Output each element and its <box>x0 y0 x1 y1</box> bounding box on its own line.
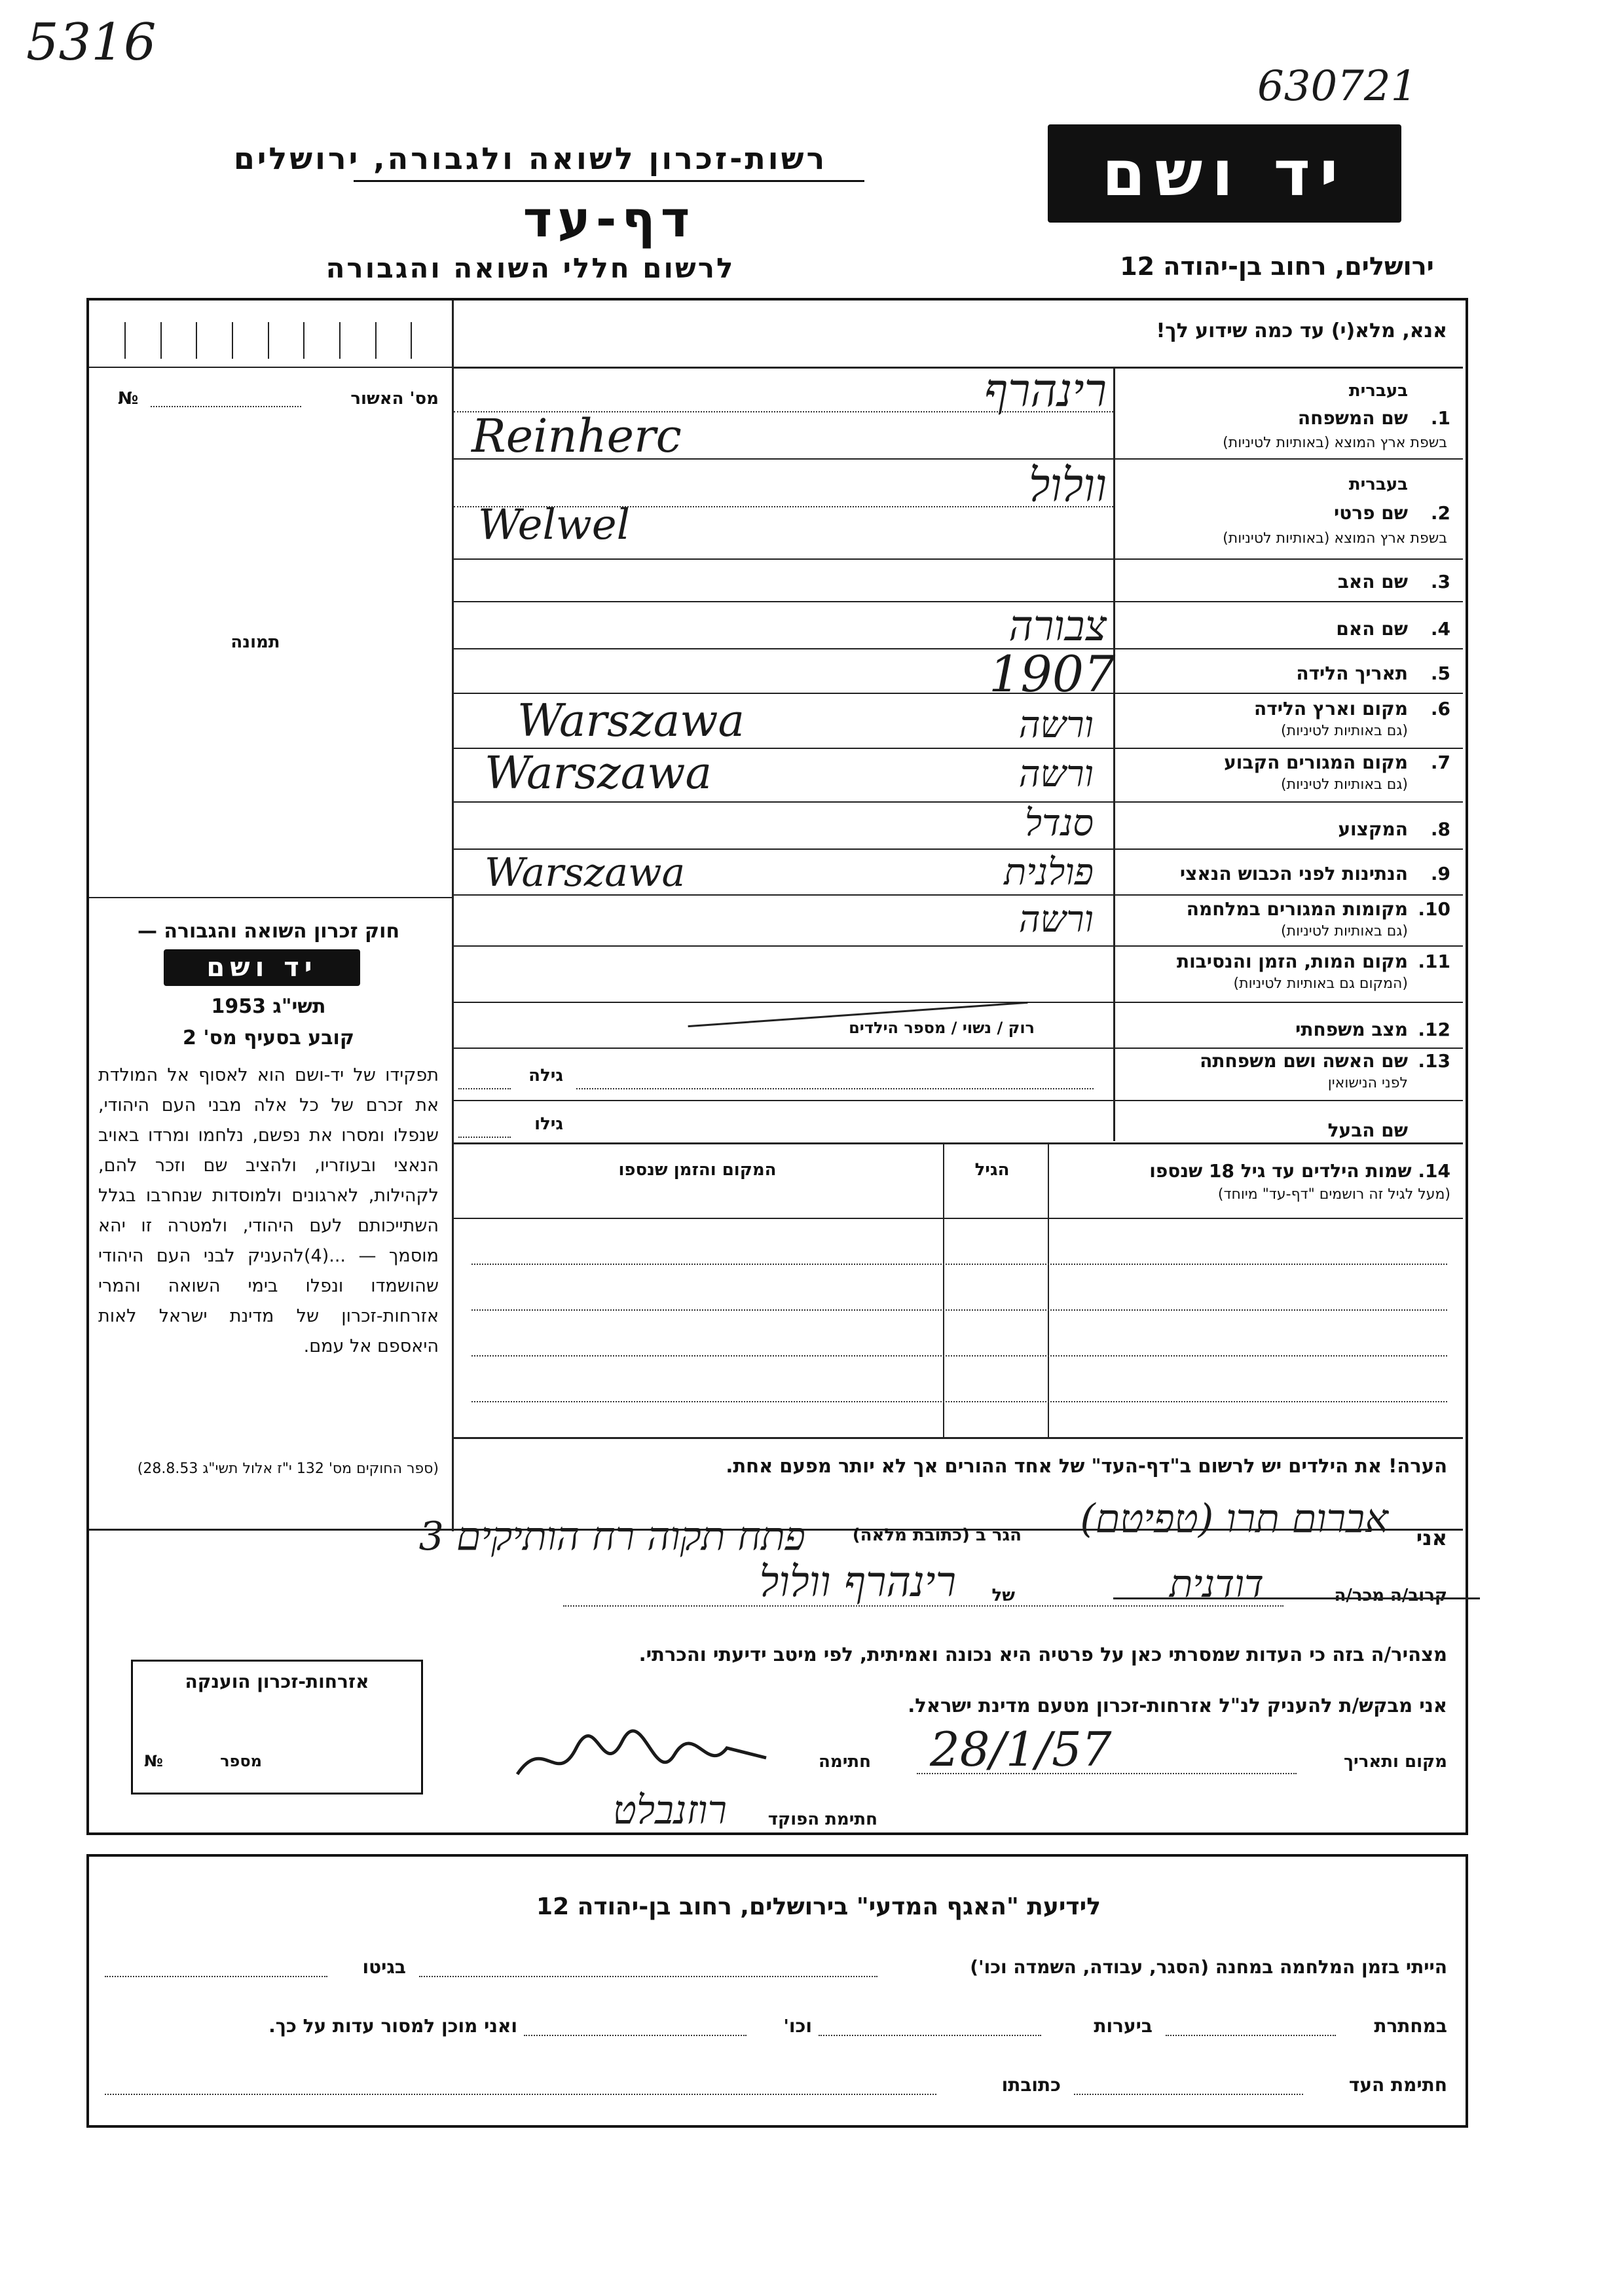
field-4-label: שם האם <box>1336 618 1408 640</box>
field-9-label: הנתינות לפני הכבוש הנאצי <box>1179 863 1408 884</box>
law-logo: יד ושם <box>164 949 360 986</box>
children-note: (מעל לגיל זה רושמים "דף-עד" מיוחד) <box>1217 1186 1450 1203</box>
field-6-label: מקום וארץ הלידה <box>1254 698 1408 720</box>
footer-witness-signature-label: חתימת העד <box>1348 2074 1447 2096</box>
field-3-number: 3. <box>1430 571 1450 592</box>
victim-name[interactable]: רינהרף וולול <box>759 1558 956 1607</box>
field-6-note: (גם באותיות לטיניות) <box>1281 723 1408 739</box>
field-13-note: לפני הנישואין <box>1327 1075 1408 1091</box>
field-6-latin-value[interactable]: Warszawa <box>517 695 745 747</box>
authority-underline <box>354 180 864 182</box>
citizenship-number-label: מספר <box>220 1752 262 1770</box>
remark: הערה! את הילדים יש לרשום ב"דף-העד" של אחד ההורים אך לא יותר מפעם אחת. <box>726 1455 1447 1477</box>
approval-label: מס' האשור <box>350 389 439 409</box>
field-8-value[interactable]: סנדל <box>1024 802 1094 845</box>
field-13-number: 13. <box>1418 1050 1450 1072</box>
footer-willing-label: ואני מוכן למסור עדות על כך. <box>268 2015 517 2037</box>
field-1-hebrew-tag: בעברית <box>1348 381 1408 401</box>
law-title: חוק זכרון השואה והגבורה — <box>137 920 400 943</box>
law-year: תשי"ג 1953 <box>211 995 326 1018</box>
footer-address-label: כתובתו <box>1001 2074 1061 2096</box>
instructions: אנא, מלא(י) עד כמה שידוע לך! <box>1156 319 1447 342</box>
archive-reference-number: 5316 <box>26 13 157 72</box>
left-panel-divider <box>452 301 454 1531</box>
declaration-date[interactable]: 28/1/57 <box>930 1722 1112 1777</box>
signature-label: חתימה <box>819 1752 871 1772</box>
declarant-name[interactable]: אברום תרו (טפיטם) <box>1080 1496 1388 1542</box>
field-4-value[interactable]: צבורה <box>1008 602 1107 651</box>
field-7-label: מקום המגורים הקבוע <box>1224 752 1408 773</box>
field-2-foreign-label: בשפת ארץ המוצא (באותיות לטיניות) <box>1223 530 1447 547</box>
footer-etc-label: וכו' <box>783 2015 812 2037</box>
field-2-latin-value[interactable]: Welwel <box>478 501 631 549</box>
field-7-latin-value[interactable]: Warszawa <box>485 748 712 799</box>
children-label: 14. שמות הילדים עד גיל 18 שנספו <box>1149 1160 1450 1182</box>
children-row[interactable] <box>471 1401 1447 1402</box>
field-8-label: המקצוע <box>1338 818 1408 840</box>
footer-title: לידיעת "האגף המדעי" בירושלים, רחוב בן-יהודה 12 <box>536 1893 1101 1920</box>
photo-label: תמונה <box>231 632 280 652</box>
field-10-label: מקומות המגורים במלחמה <box>1186 898 1408 920</box>
approval-number-boxes <box>124 322 447 359</box>
field-2-number: 2. <box>1430 502 1450 524</box>
relation-label: קרוב/ה מכר/ה <box>1334 1586 1447 1605</box>
declarant-signature <box>504 1722 786 1794</box>
field-9-hebrew-value[interactable]: פולנית <box>1004 851 1094 894</box>
place-date-label: מקום ותאריך <box>1344 1752 1447 1772</box>
declarant-address[interactable]: פתח תקוה רח הותיקים 3 <box>418 1514 805 1559</box>
children-row[interactable] <box>471 1355 1447 1357</box>
children-row[interactable] <box>471 1264 1447 1265</box>
field-11-number: 11. <box>1418 951 1450 972</box>
address: ירושלים, רחוב בן-יהודה 12 <box>1120 252 1434 281</box>
field-8-number: 8. <box>1430 818 1450 840</box>
declaration-address-label: הגר ב (כתובת מלאה) <box>852 1525 1022 1545</box>
field-husband-label: שם הבעל <box>1327 1120 1408 1141</box>
children-row[interactable] <box>471 1309 1447 1311</box>
children-col-age: הגיל <box>974 1160 1010 1180</box>
citizenship-box-title: אזרחות-זכרון הוענקה <box>185 1671 369 1692</box>
yad-vashem-logo: יד ושם <box>1048 124 1401 223</box>
field-1-label: שם המשפחה <box>1297 407 1408 429</box>
citizenship-request: אני מבקש/ת להעניק לנ"ל אזרחות-זכרון מטעם מדינת ישראל. <box>908 1694 1447 1717</box>
field-4-number: 4. <box>1430 618 1450 640</box>
field-13-label: שם האשה ושם משפחתה <box>1200 1050 1408 1072</box>
field-7-hebrew-value[interactable]: ורשה <box>1018 753 1094 795</box>
field-11-note: (המקום גם באותיות לטיניות) <box>1233 975 1408 992</box>
field-7-note: (גם באותיות לטיניות) <box>1281 776 1408 793</box>
law-clause: קובע בסעיף מס' 2 <box>183 1027 354 1049</box>
declaration-prefix: אני <box>1416 1525 1447 1550</box>
form-subtitle: לרשום חללי השואה והגבורה <box>325 252 735 284</box>
law-reference: (ספר החוקים מס' 132 י"ז אלול תשי"ג 28.8.53) <box>137 1461 439 1477</box>
footer-ghetto-label: בגיטו <box>362 1956 406 1978</box>
field-1-hebrew-value[interactable]: רינהרף <box>984 363 1107 417</box>
field-5-number: 5. <box>1430 663 1450 684</box>
field-1-latin-value[interactable]: Reinherc <box>471 409 682 463</box>
field-11-label: מקום המות, הזמן והנסיבות <box>1176 951 1408 972</box>
field-9-latin-value[interactable]: Warszawa <box>485 850 686 896</box>
field-3-label: שם האב <box>1337 571 1408 592</box>
field-12-label: מצב משפחתי <box>1295 1019 1408 1040</box>
citizenship-number-sign: № <box>144 1752 163 1770</box>
official-signature-label: חתימת הפוקד <box>767 1810 877 1829</box>
field-10-number: 10. <box>1418 898 1450 920</box>
labels-divider <box>1113 369 1115 1141</box>
field-10-note: (גם באותיות לטיניות) <box>1281 923 1408 939</box>
field-husband-age-label: גילו <box>534 1114 563 1134</box>
official-name[interactable]: רוזנבלט <box>612 1787 727 1833</box>
field-6-hebrew-value[interactable]: ורשה <box>1018 704 1094 746</box>
field-10-hebrew-value[interactable]: ורשה <box>1018 898 1094 941</box>
footer-line1: הייתי בזמן המלחמה במחנה (הסגר, עבודה, השמדה וכו') <box>970 1956 1447 1978</box>
field-1-number: 1. <box>1430 407 1450 429</box>
footer-underground-label: במחתרת <box>1374 2015 1447 2037</box>
field-12-number: 12. <box>1418 1019 1450 1040</box>
field-2-hebrew-value[interactable]: וולול <box>1028 458 1107 512</box>
citizenship-box <box>131 1660 423 1795</box>
children-col-place: המקום והזמן שנספו <box>618 1160 777 1180</box>
field-5-value[interactable]: 1907 <box>989 645 1116 703</box>
field-12-value[interactable]: רוק / נשוי / מספר הילדים <box>849 1019 1035 1037</box>
field-13-age-label: גילה <box>528 1066 563 1085</box>
item-reference-number: 630721 <box>1257 62 1418 111</box>
field-7-number: 7. <box>1430 752 1450 773</box>
field-6-number: 6. <box>1430 698 1450 720</box>
approval-no-sign: № <box>118 389 139 409</box>
law-text: תפקידו של יד-ושם הוא לאסוף אל המולדת את זכרם של כל אלה מבני העם היהודי, שנפלו ומסרו את נפשם, נלחמו ומרדו באויב הנאצי ובעוזריו, ולהציב שם וזכר להם, לקהילות, לארגונים ולמוסדות שנחרבו בגלל השתייכותם לעם היהודי, ולמטרה זו יהא מוסמך — ...(4)להעניק לבני העם היהודי שהושמדו ונפלו בימי השואה והמרי אזרחות-זכרון של מדינת ישראל לאות היאספם אל עמם. <box>98 1065 439 1357</box>
field-2-hebrew-tag: בעברית <box>1348 475 1408 494</box>
approval-field[interactable] <box>151 406 301 407</box>
relation-of-label: של <box>991 1586 1015 1605</box>
field-2-label: שם פרטי <box>1333 502 1408 524</box>
declaration-statement: מצהיר/ה בזה כי העדות שמסרתי כאן על פרטיה היא נכונה ואמיתית, לפי מיטב ידיעתי והכרתי. <box>638 1643 1447 1666</box>
authority-name: רשות-זכרון לשואה ולגבורה, ירושלים <box>233 141 828 176</box>
field-1-foreign-label: בשפת ארץ המוצא (באותיות לטיניות) <box>1223 435 1447 451</box>
form-title: דף-עד <box>523 190 695 248</box>
footer-forests-label: ביערות <box>1094 2015 1153 2037</box>
field-5-label: תאריך הלידה <box>1296 663 1408 684</box>
relation-value[interactable]: דודנית <box>1169 1561 1264 1606</box>
field-9-number: 9. <box>1430 863 1450 884</box>
